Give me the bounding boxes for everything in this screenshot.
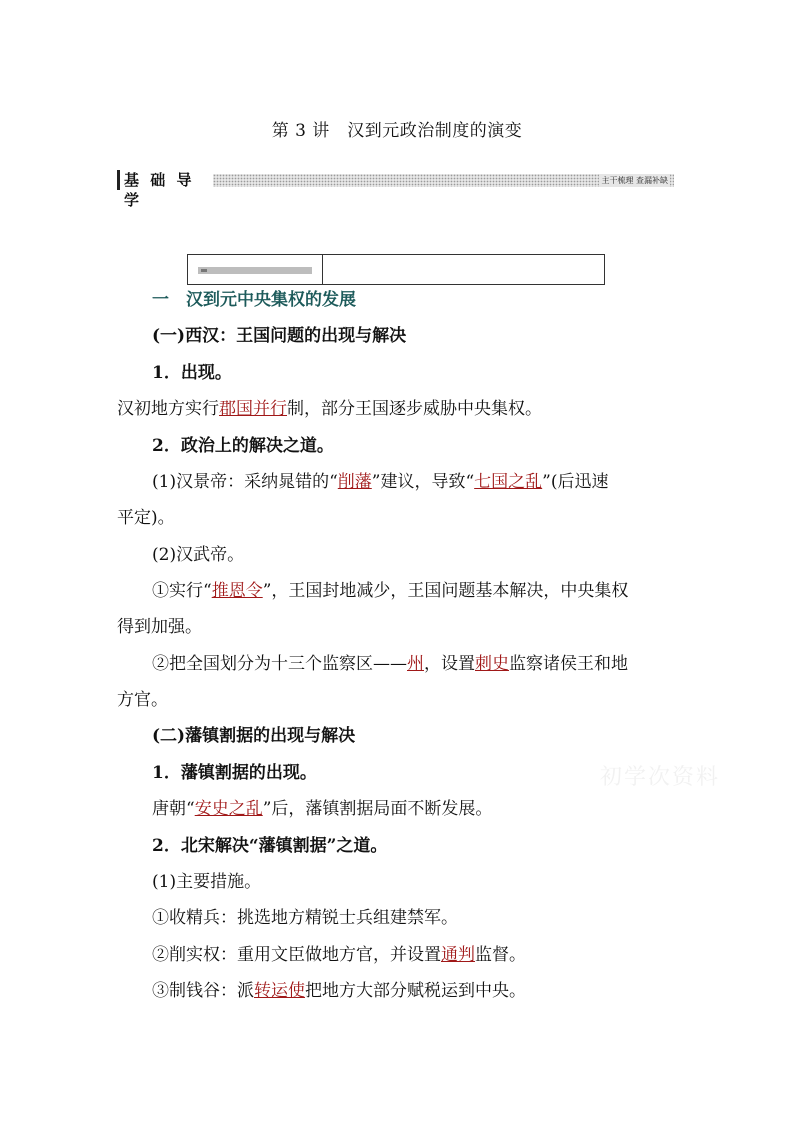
text-segment: ，设置	[424, 654, 475, 674]
text-segment: 2．政治上的解决之道。	[152, 436, 334, 456]
paragraph-line	[152, 544, 244, 566]
paragraph-line	[152, 580, 628, 602]
answer-text: 安史之乱	[194, 799, 263, 819]
knowledge-map-box	[187, 254, 605, 285]
point-heading	[152, 435, 334, 457]
paragraph-line	[152, 653, 628, 675]
text-segment: ②削实权：重用文臣做地方官，并设置	[152, 945, 441, 965]
text-segment: 汉初地方实行	[117, 399, 219, 419]
paragraph-line	[152, 871, 261, 893]
text-segment: ”(后迅速	[542, 472, 609, 492]
text-segment: (1)主要措施。	[152, 872, 262, 892]
text-segment: ③制钱谷：派	[152, 981, 254, 1001]
paragraph-line	[152, 471, 609, 493]
text-segment: ①收精兵：挑选地方精锐士兵组建禁军。	[152, 908, 458, 928]
paragraph-line	[152, 944, 526, 966]
text-segment: 唐朝“	[152, 799, 195, 819]
answer-text: 郡国并行	[219, 399, 287, 419]
answer-text: 推恩令	[211, 581, 263, 601]
subsection-heading	[152, 725, 355, 747]
paragraph-line	[152, 907, 458, 929]
paragraph-line	[117, 507, 175, 529]
text-segment: 得到加强。	[117, 617, 202, 637]
text-segment: 平定)。	[117, 508, 175, 528]
watermark: 初学次资料	[600, 765, 721, 790]
answer-text: 削藩	[337, 472, 372, 492]
answer-text: 州	[407, 654, 424, 674]
paragraph-line	[152, 798, 492, 820]
subsection-heading	[152, 325, 406, 347]
paragraph-line	[117, 398, 542, 420]
box-placeholder-bar	[198, 267, 312, 274]
text-segment: 1．出现。	[152, 363, 232, 383]
text-segment: 一 汉到元中央集权的发展	[152, 290, 356, 310]
text-segment: (二)藩镇割据的出现与解决	[152, 726, 356, 746]
paragraph-line	[152, 980, 526, 1002]
page-title: 第 3 讲 汉到元政治制度的演变	[271, 121, 523, 141]
banner-right-text: 主干梳理 查漏补缺	[601, 176, 668, 185]
text-segment: 把地方大部分赋税运到中央。	[305, 981, 526, 1001]
point-heading	[152, 362, 232, 384]
section-banner	[117, 170, 674, 209]
section-heading-1	[152, 289, 356, 311]
text-segment: ”后，藩镇割据局面不断发展。	[262, 799, 493, 819]
text-segment: ”，王国封地减少，王国问题基本解决，中央集权	[262, 581, 629, 601]
text-segment: (1)汉景帝：采纳晁错的“	[152, 472, 338, 492]
answer-text: 转运使	[254, 981, 305, 1001]
answer-text: 通判	[441, 945, 475, 965]
text-segment: 监督。	[475, 945, 526, 965]
answer-text: 七国之乱	[474, 472, 543, 492]
banner-label: 基 础 导 学	[117, 170, 209, 190]
box-divider	[322, 255, 323, 284]
text-segment: 监察诸侯王和地	[509, 654, 628, 674]
point-heading	[152, 762, 317, 784]
text-segment: (2)汉武帝。	[152, 545, 245, 565]
text-segment: (一)西汉：王国问题的出现与解决	[152, 326, 407, 346]
text-segment: 制，部分王国逐步威胁中央集权。	[287, 399, 542, 419]
text-segment: ①实行“	[152, 581, 212, 601]
text-segment: 方官。	[117, 690, 168, 710]
answer-text: 刺史	[475, 654, 509, 674]
paragraph-line	[117, 616, 202, 638]
text-segment: ”建议，导致“	[371, 472, 475, 492]
paragraph-line	[117, 689, 168, 711]
point-heading	[152, 835, 387, 857]
text-segment: ②把全国划分为十三个监察区——	[152, 654, 407, 674]
text-segment: 1．藩镇割据的出现。	[152, 763, 317, 783]
text-segment: 2．北宋解决“藩镇割据”之道。	[152, 836, 388, 856]
